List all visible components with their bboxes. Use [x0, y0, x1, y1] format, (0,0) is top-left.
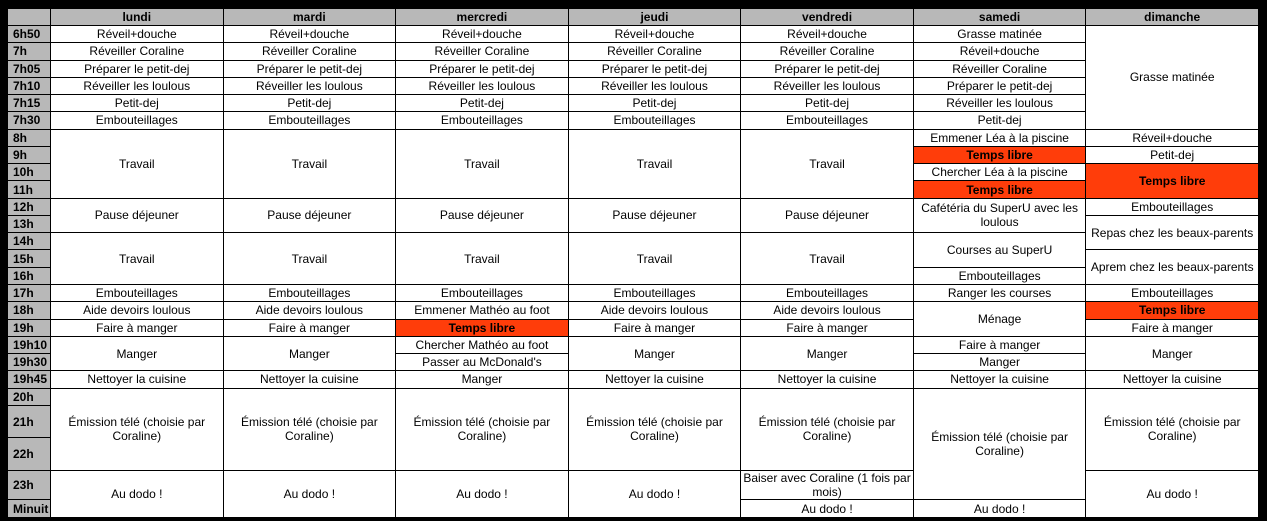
activity-cell: Préparer le petit-dej: [568, 60, 741, 77]
activity-cell: Réveil+douche: [741, 26, 914, 43]
activity-cell: Émission télé (choisie par Coraline): [913, 388, 1086, 500]
activity-cell: Emmener Mathéo au foot: [396, 302, 569, 319]
time-label: 7h15: [8, 95, 51, 112]
activity-cell: Embouteillages: [1086, 284, 1259, 301]
activity-cell: Petit-dej: [1086, 146, 1259, 163]
time-label: 19h: [8, 319, 51, 336]
activity-cell: Au dodo !: [741, 500, 914, 518]
time-label: 20h: [8, 388, 51, 405]
activity-cell: Travail: [223, 233, 396, 285]
activity-cell: Nettoyer la cuisine: [1086, 371, 1259, 388]
activity-cell: Réveiller les loulous: [223, 77, 396, 94]
activity-cell: Préparer le petit-dej: [396, 60, 569, 77]
activity-cell: Embouteillages: [741, 112, 914, 129]
activity-cell: Réveiller Coraline: [741, 43, 914, 60]
time-label: 18h: [8, 302, 51, 319]
activity-cell: Embouteillages: [223, 112, 396, 129]
corner-cell: [8, 9, 51, 26]
activity-cell: Réveiller Coraline: [223, 43, 396, 60]
activity-cell: Embouteillages: [1086, 198, 1259, 215]
free-time-cell: Temps libre: [1086, 164, 1259, 199]
activity-cell: Réveil+douche: [1086, 129, 1259, 146]
activity-cell: Faire à manger: [741, 319, 914, 336]
activity-cell: Émission télé (choisie par Coraline): [396, 388, 569, 470]
activity-cell: Chercher Léa à la piscine: [913, 164, 1086, 181]
activity-cell: Réveiller les loulous: [396, 77, 569, 94]
activity-cell: Aide devoirs loulous: [741, 302, 914, 319]
time-label: Minuit: [8, 500, 51, 518]
activity-cell: Émission télé (choisie par Coraline): [51, 388, 224, 470]
activity-cell: Embouteillages: [568, 284, 741, 301]
activity-cell: Travail: [741, 129, 914, 198]
activity-cell: Au dodo !: [396, 470, 569, 517]
activity-cell: Nettoyer la cuisine: [568, 371, 741, 388]
activity-cell: Préparer le petit-dej: [913, 77, 1086, 94]
time-label: 19h10: [8, 336, 51, 353]
day-header-row: [8, 9, 1259, 26]
activity-cell: Aide devoirs loulous: [223, 302, 396, 319]
activity-cell: Émission télé (choisie par Coraline): [1086, 388, 1259, 470]
activity-cell: Émission télé (choisie par Coraline): [568, 388, 741, 470]
activity-cell: Émission télé (choisie par Coraline): [223, 388, 396, 470]
time-label: 14h: [8, 233, 51, 250]
activity-cell: Pause déjeuner: [223, 198, 396, 233]
activity-cell: Émission télé (choisie par Coraline): [741, 388, 914, 470]
activity-cell: Au dodo !: [913, 500, 1086, 518]
day-header-vendredi: vendredi: [741, 9, 914, 26]
free-time-cell: Temps libre: [913, 181, 1086, 198]
time-label: 12h: [8, 198, 51, 215]
time-label: 9h: [8, 146, 51, 163]
time-label: 16h: [8, 267, 51, 284]
activity-cell: Embouteillages: [568, 112, 741, 129]
activity-cell: Petit-dej: [741, 95, 914, 112]
time-row: [8, 95, 1259, 112]
time-row: [8, 336, 1259, 353]
activity-cell: Réveiller les loulous: [568, 77, 741, 94]
time-label: 13h: [8, 215, 51, 232]
time-label: 7h: [8, 43, 51, 60]
time-row: [8, 198, 1259, 215]
time-label: 19h30: [8, 354, 51, 371]
time-row: [8, 233, 1259, 250]
activity-cell: Préparer le petit-dej: [223, 60, 396, 77]
activity-cell: Manger: [223, 336, 396, 371]
activity-cell: Faire à manger: [913, 336, 1086, 353]
activity-cell: Nettoyer la cuisine: [913, 371, 1086, 388]
activity-cell: Ranger les courses: [913, 284, 1086, 301]
time-row: [8, 388, 1259, 405]
free-time-cell: Temps libre: [913, 146, 1086, 163]
time-label: 22h: [8, 438, 51, 471]
activity-cell: Réveiller les loulous: [741, 77, 914, 94]
activity-cell: Travail: [396, 233, 569, 285]
time-label: 11h: [8, 181, 51, 198]
activity-cell: Chercher Mathéo au foot: [396, 336, 569, 353]
time-label: 15h: [8, 250, 51, 267]
activity-cell: Réveil+douche: [913, 43, 1086, 60]
activity-cell: Aprem chez les beaux-parents: [1086, 250, 1259, 285]
activity-cell: Courses au SuperU: [913, 233, 1086, 268]
activity-cell: Au dodo !: [1086, 470, 1259, 517]
activity-cell: Préparer le petit-dej: [51, 60, 224, 77]
time-label: 8h: [8, 129, 51, 146]
activity-cell: Embouteillages: [741, 284, 914, 301]
activity-cell: Au dodo !: [223, 470, 396, 517]
activity-cell: Manger: [396, 371, 569, 388]
day-header-samedi: samedi: [913, 9, 1086, 26]
time-label: 7h05: [8, 60, 51, 77]
activity-cell: Travail: [51, 129, 224, 198]
time-label: 21h: [8, 405, 51, 438]
activity-cell: Petit-dej: [51, 95, 224, 112]
activity-cell: Petit-dej: [913, 112, 1086, 129]
activity-cell: Réveiller les loulous: [913, 95, 1086, 112]
activity-cell: Préparer le petit-dej: [741, 60, 914, 77]
activity-cell: Petit-dej: [223, 95, 396, 112]
free-time-cell: Temps libre: [396, 319, 569, 336]
time-row: [8, 284, 1259, 301]
activity-cell: Ménage: [913, 302, 1086, 337]
time-label: 6h50: [8, 26, 51, 43]
activity-cell: Faire à manger: [223, 319, 396, 336]
activity-cell: Réveil+douche: [51, 26, 224, 43]
time-row: [8, 371, 1259, 388]
time-row: [8, 60, 1259, 77]
day-header-lundi: lundi: [51, 9, 224, 26]
activity-cell: Embouteillages: [51, 284, 224, 301]
activity-cell: Petit-dej: [396, 95, 569, 112]
time-row: [8, 77, 1259, 94]
activity-cell: Cafétéria du SuperU avec les loulous: [913, 198, 1086, 233]
day-header-mercredi: mercredi: [396, 9, 569, 26]
day-header-mardi: mardi: [223, 9, 396, 26]
activity-cell: Nettoyer la cuisine: [223, 371, 396, 388]
activity-cell: Travail: [51, 233, 224, 285]
activity-cell: Réveiller Coraline: [913, 60, 1086, 77]
activity-cell: Réveiller les loulous: [51, 77, 224, 94]
time-row: [8, 129, 1259, 146]
weekly-schedule-table: [7, 8, 1259, 518]
activity-cell: Aide devoirs loulous: [568, 302, 741, 319]
activity-cell: Nettoyer la cuisine: [51, 371, 224, 388]
activity-cell: Réveiller Coraline: [396, 43, 569, 60]
activity-cell: Travail: [741, 233, 914, 285]
activity-cell: Petit-dej: [568, 95, 741, 112]
activity-cell: Manger: [741, 336, 914, 371]
activity-cell: Embouteillages: [913, 267, 1086, 284]
activity-cell: Nettoyer la cuisine: [741, 371, 914, 388]
activity-cell: Manger: [1086, 336, 1259, 371]
time-label: 17h: [8, 284, 51, 301]
activity-cell: Travail: [396, 129, 569, 198]
day-header-dimanche: dimanche: [1086, 9, 1259, 26]
activity-cell: Réveiller Coraline: [51, 43, 224, 60]
activity-cell: Pause déjeuner: [741, 198, 914, 233]
activity-cell: Au dodo !: [51, 470, 224, 517]
activity-cell: Aide devoirs loulous: [51, 302, 224, 319]
activity-cell: Embouteillages: [51, 112, 224, 129]
activity-cell: Travail: [568, 129, 741, 198]
time-label: 23h: [8, 470, 51, 499]
time-label: 19h45: [8, 371, 51, 388]
day-header-jeudi: jeudi: [568, 9, 741, 26]
activity-cell: Manger: [568, 336, 741, 371]
activity-cell: Repas chez les beaux-parents: [1086, 215, 1259, 250]
activity-cell: Faire à manger: [51, 319, 224, 336]
activity-cell: Pause déjeuner: [396, 198, 569, 233]
time-row: [8, 26, 1259, 43]
time-label: 7h10: [8, 77, 51, 94]
activity-cell: Au dodo !: [568, 470, 741, 517]
activity-cell: Passer au McDonald's: [396, 354, 569, 371]
activity-cell: Embouteillages: [396, 284, 569, 301]
activity-cell: Travail: [223, 129, 396, 198]
activity-cell: Travail: [568, 233, 741, 285]
activity-cell: Baiser avec Coraline (1 fois par mois): [741, 470, 914, 499]
activity-cell: Réveil+douche: [396, 26, 569, 43]
activity-cell: Faire à manger: [1086, 319, 1259, 336]
time-row: [8, 302, 1259, 319]
activity-cell: Réveil+douche: [568, 26, 741, 43]
activity-cell: Manger: [913, 354, 1086, 371]
activity-cell: Réveil+douche: [223, 26, 396, 43]
time-label: 7h30: [8, 112, 51, 129]
schedule-body: [8, 26, 1259, 518]
activity-cell: Manger: [51, 336, 224, 371]
time-row: [8, 112, 1259, 129]
activity-cell: Grasse matinée: [913, 26, 1086, 43]
activity-cell: Faire à manger: [568, 319, 741, 336]
activity-cell: Embouteillages: [223, 284, 396, 301]
activity-cell: Embouteillages: [396, 112, 569, 129]
activity-cell: Pause déjeuner: [568, 198, 741, 233]
activity-cell: Emmener Léa à la piscine: [913, 129, 1086, 146]
time-label: 10h: [8, 164, 51, 181]
time-row: [8, 43, 1259, 60]
activity-cell: Réveiller Coraline: [568, 43, 741, 60]
activity-cell: Pause déjeuner: [51, 198, 224, 233]
free-time-cell: Temps libre: [1086, 302, 1259, 319]
activity-cell: Grasse matinée: [1086, 26, 1259, 130]
